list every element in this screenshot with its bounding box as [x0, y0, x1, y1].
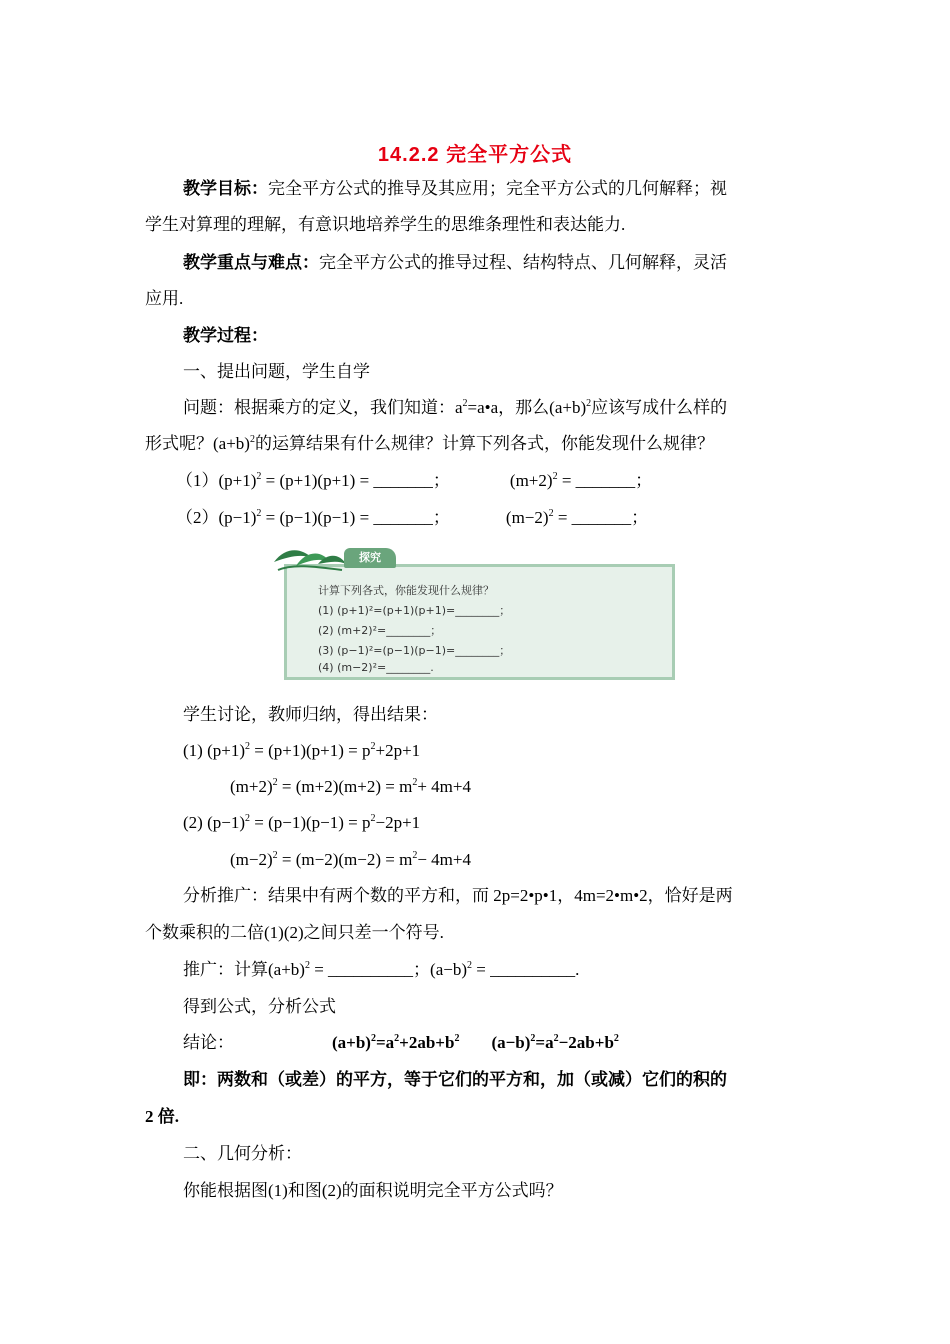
- page-title: 14.2.2 完全平方公式: [377, 144, 573, 166]
- superscript: 2: [412, 777, 418, 788]
- question-text-a: 问题：根据乘方的定义，我们知道：a: [183, 398, 463, 417]
- formula-square-of-sum: $(a+b)^2=a^2+2ab+b^2$: [332, 1033, 460, 1052]
- exercise-2-d: = _______；: [553, 508, 649, 527]
- conclusion-label: 结论：: [183, 1033, 234, 1052]
- exercise-line-2: [176, 506, 841, 530]
- question-text-b: =a•a，那么(a+b): [467, 398, 587, 417]
- explore-line: (3) (p−1)²=(p−1)(p−1)=________；: [318, 644, 511, 657]
- section-1-heading: 一、提出问题，学生自学: [183, 362, 370, 381]
- focus-text-1: 完全平方公式的推导过程、结构特点、几何解释，灵活: [319, 253, 727, 272]
- result-line-3: [183, 811, 848, 835]
- result-1-b: = (p+1)(p+1) = p: [249, 741, 371, 760]
- result-line-4: [230, 848, 895, 872]
- goals-text-1: 完全平方公式的推导及其应用；完全平方公式的几何解释；视: [268, 179, 727, 198]
- exercise-line-1: [176, 469, 841, 493]
- explore-line: (2) (m+2)²=________；: [318, 624, 442, 637]
- process-label: 教学过程：: [183, 326, 268, 345]
- geometry-question: 你能根据图(1)和图(2)的面积说明完全平方公式吗？: [183, 1181, 563, 1200]
- superscript: 2: [412, 850, 418, 861]
- question-text-c: 应该写成什么样的: [591, 398, 728, 417]
- question-line-2: [145, 432, 810, 456]
- result-2-b: = (m+2)(m+2) = m: [277, 777, 413, 796]
- explore-line: (4) (m−2)²=________.: [318, 661, 434, 674]
- superscript: 2: [467, 960, 473, 971]
- statement-line-2: 2 倍.: [145, 1107, 179, 1126]
- result-2-a: (m+2): [230, 777, 273, 796]
- formula-intro: 得到公式，分析公式: [183, 997, 336, 1016]
- exercise-1-a: （1）(p+1): [176, 471, 257, 490]
- result-line-1: [183, 739, 848, 763]
- generalize-c: = __________.: [472, 960, 580, 979]
- goals-line-1: [183, 177, 848, 201]
- superscript: 2: [256, 508, 262, 519]
- exercise-1-c: (m+2): [509, 471, 553, 490]
- discussion-text: 学生讨论，教师归纳，得出结果：: [183, 705, 438, 724]
- result-line-2: [230, 775, 895, 799]
- exercise-2-b: = (p−1)(p−1) = _______；: [261, 508, 450, 527]
- formula-square-of-difference: $(a-b)^2=a^2-2ab+b^2$: [491, 1033, 619, 1052]
- superscript: 2: [370, 741, 376, 752]
- result-2-c: + 4m+4: [417, 777, 471, 796]
- result-3-b: = (p−1)(p−1) = p: [249, 813, 371, 832]
- question-text-d: 形式呢？(a+b): [145, 434, 250, 453]
- generalize-line: [183, 958, 848, 982]
- exercise-1-b: = (p+1)(p+1) = _______；: [261, 471, 450, 490]
- explore-line: 计算下列各式，你能发现什么规律？: [318, 584, 494, 597]
- result-3-a: (2) (p−1): [183, 813, 245, 832]
- analysis-line-1: 分析推广：结果中有两个数的平方和，而 2p=2•p•1，4m=2•m•2，恰好是两: [183, 886, 733, 905]
- superscript: 2: [256, 471, 262, 482]
- exercise-1-d: = _______；: [557, 471, 653, 490]
- superscript: 2: [370, 813, 376, 824]
- superscript: 2: [244, 813, 250, 824]
- statement-line-1: 即：两数和（或差）的平方，等于它们的平方和，加（或减）它们的积的: [183, 1070, 727, 1089]
- superscript: 2: [586, 398, 592, 409]
- result-4-a: (m−2): [230, 850, 273, 869]
- question-line-1: [183, 396, 848, 420]
- superscript: 2: [244, 741, 250, 752]
- goals-label: 教学目标：: [183, 179, 268, 198]
- superscript: 2: [548, 508, 554, 519]
- result-3-c: −2p+1: [375, 813, 421, 832]
- superscript: 2: [272, 777, 278, 788]
- conclusion-line: [183, 1031, 848, 1055]
- focus-line-2: 应用.: [145, 289, 184, 308]
- analysis-line-2: 个数乘积的二倍(1)(2)之间只差一个符号.: [145, 923, 444, 942]
- goals-line-2: 学生对算理的理解，有意识地培养学生的思维条理性和表达能力.: [145, 215, 626, 234]
- superscript: 2: [272, 850, 278, 861]
- result-1-a: (1) (p+1): [183, 741, 245, 760]
- explore-figure: [272, 540, 679, 683]
- explore-line: (1) (p+1)²=(p+1)(p+1)=________；: [318, 604, 511, 617]
- explore-tab: 探究: [344, 548, 396, 568]
- focus-line-1: [183, 251, 848, 275]
- generalize-b: = __________；(a−b): [309, 960, 468, 979]
- superscript: 2: [552, 471, 558, 482]
- section-2-heading: 二、几何分析：: [183, 1144, 302, 1163]
- result-1-c: +2p+1: [375, 741, 421, 760]
- question-text-e: 的运算结果有什么规律？计算下列各式，你能发现什么规律？: [254, 434, 714, 453]
- generalize-a: 推广：计算(a+b): [183, 960, 305, 979]
- exercise-2-c: (m−2): [505, 508, 549, 527]
- superscript: 2: [249, 434, 255, 445]
- result-4-c: − 4m+4: [417, 850, 471, 869]
- superscript: 2: [304, 960, 310, 971]
- result-4-b: = (m−2)(m−2) = m: [277, 850, 413, 869]
- focus-label: 教学重点与难点：: [183, 253, 319, 272]
- superscript: 2: [462, 398, 468, 409]
- exercise-2-a: （2）(p−1): [176, 508, 257, 527]
